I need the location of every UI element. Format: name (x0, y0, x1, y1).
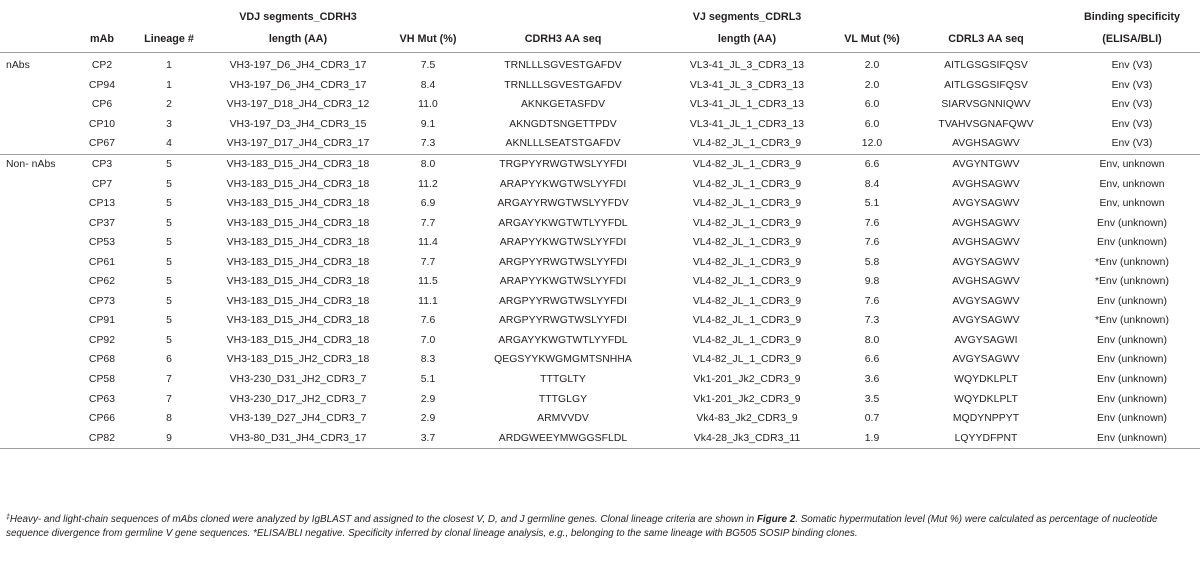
cell-lineage: 2 (166, 99, 172, 111)
cell-vdj-segment: VH3-80_D31_JH4_CDR3_17 (208, 428, 388, 448)
cell-vj-segment: VL4-82_JL_1_CDR3_9 (692, 217, 802, 229)
cell-lineage: 5 (166, 198, 172, 210)
cell-lineage: 5 (166, 237, 172, 249)
cell-cdrh3-seq: TRNLLLSGVESTGAFDV (504, 60, 622, 72)
cell-vj-segment: VL4-82_JL_1_CDR3_9 (692, 315, 802, 327)
cell-lineage: 6 (166, 354, 172, 366)
cell-cdrh3-seq: ARDGWEEYMWGGSFLDL (468, 428, 658, 448)
cell-vh-mut: 8.3 (420, 354, 436, 366)
cell-vl-mut: 5.1 (864, 198, 880, 210)
table-row (0, 233, 1200, 253)
cell-cdrl3-seq: AITLGSGSIFQSV (944, 60, 1028, 72)
cell-vj-segment: VL4-82_JL_1_CDR3_9 (692, 334, 802, 346)
cell-lineage: 9 (130, 428, 208, 448)
cell-vj-segment: VL3-41_JL_1_CDR3_13 (689, 99, 805, 111)
cell-vj-segment: VL4-82_JL_1_CDR3_9 (692, 237, 802, 249)
cell-vdj-segment: VH3-183_D15_JH4_CDR3_18 (208, 154, 388, 174)
header-vj-line2: length (AA) (658, 28, 836, 53)
cell-cdrh3-seq: ARAPYYKWGTWSLYYFDI (499, 276, 627, 288)
cell-vj-segment: Vk4-83_Jk2_CDR3_9 (696, 413, 798, 425)
cell-lineage: 5 (166, 334, 172, 346)
cell-vj-segment: VL4-82_JL_1_CDR3_9 (692, 256, 802, 268)
cell-binding: *Env (unknown) (1094, 276, 1170, 288)
cell-vj-segment: Vk1-201_Jk2_CDR3_9 (693, 374, 801, 386)
cell-mab: CP82 (74, 428, 130, 448)
footnote-text-part2: . Somatic hypermutation level (Mut %) were calculated as percentage of nucleotide sequence divergence from germline V gene sequences. *ELISA/BLI negative. Specificity inferred by clonal lineage analysis, e.g., belonging to the same lineage with BG505 SOSIP binding clones. (6, 514, 1158, 540)
cell-vj-segment: VL3-41_JL_3_CDR3_13 (689, 60, 805, 72)
cell-vj-segment: VL3-41_JL_1_CDR3_13 (689, 118, 805, 130)
cell-vl-mut: 6.6 (836, 154, 908, 174)
cell-vh-mut: 7.0 (420, 334, 436, 346)
cell-mab: CP91 (88, 315, 116, 327)
cell-binding: Env (V3) (1111, 138, 1153, 150)
cell-group (0, 252, 74, 272)
cell-vl-mut: 12.0 (861, 138, 883, 150)
cell-vdj-segment: VH3-183_D15_JH4_CDR3_18 (226, 198, 370, 210)
cell-mab: CP62 (88, 276, 116, 288)
header-vhmut-spacer (388, 6, 468, 28)
table-row (0, 350, 1200, 370)
cell-mab: CP7 (91, 178, 113, 190)
cell-vh-mut: 9.1 (420, 118, 436, 130)
cell-cdrl3-seq: MQDYNPPYT (952, 413, 1020, 425)
cell-cdrl3-seq: AVGHSAGWV (952, 276, 1020, 288)
cell-vdj-segment: VH3-183_D15_JH2_CDR3_18 (226, 354, 370, 366)
cell-cdrl3-seq: AVGHSAGWV (952, 217, 1020, 229)
cell-vdj-segment: VH3-197_D17_JH4_CDR3_17 (226, 138, 370, 150)
cell-group (0, 272, 74, 292)
cell-cdrh3-seq: TRGPYYRWGTWSLYYFDI (468, 154, 658, 174)
cell-vdj-segment: VH3-183_D15_JH4_CDR3_18 (226, 237, 370, 249)
cell-cdrl3-seq: SIARVSGNNIQWV (941, 99, 1031, 111)
cell-vh-mut: 7.3 (420, 138, 436, 150)
cell-lineage: 7 (166, 374, 172, 386)
cell-lineage: 7 (166, 393, 172, 405)
cell-vdj-segment: VH3-183_D15_JH4_CDR3_18 (226, 256, 370, 268)
cell-binding: *Env (unknown) (1094, 315, 1170, 327)
cell-cdrh3-seq: AKNKGETASFDV (520, 99, 606, 111)
cell-binding: Env (unknown) (1097, 217, 1167, 229)
table-row (0, 252, 1200, 272)
cell-cdrh3-seq: AKNGDTSNGETTPDV (509, 118, 617, 130)
cell-vl-mut: 6.0 (864, 118, 880, 130)
table-row (0, 154, 1200, 174)
cell-group (0, 370, 74, 390)
table-row (0, 53, 1200, 76)
cell-lineage: 5 (166, 276, 172, 288)
cell-cdrh3-seq: ARMVVDV (537, 413, 589, 425)
cell-vdj-segment: VH3-230_D31_JH2_CDR3_7 (229, 374, 367, 386)
cell-cdrh3-seq: TRNLLLSGVESTGAFDV (504, 79, 622, 91)
cell-group: nAbs (6, 60, 30, 72)
table-row (0, 272, 1200, 292)
header-mab-spacer (74, 6, 130, 28)
cell-cdrl3-seq: AVGYSAGWV (952, 295, 1020, 307)
cell-vdj-segment: VH3-139_D27_JH4_CDR3_7 (229, 413, 367, 425)
cell-mab: CP67 (88, 138, 116, 150)
cell-vl-mut: 6.0 (864, 99, 880, 111)
cell-lineage: 1 (166, 60, 172, 72)
header-lineage: Lineage # (130, 28, 208, 53)
cell-vj-segment: VL4-82_JL_1_CDR3_9 (692, 178, 802, 190)
cell-binding: Env (unknown) (1097, 237, 1167, 249)
cell-vl-mut: 8.4 (864, 178, 880, 190)
cell-cdrl3-seq: AVGHSAGWV (952, 178, 1020, 190)
cell-binding: Env (unknown) (1097, 393, 1167, 405)
cell-binding: Env, unknown (1099, 198, 1165, 210)
cell-cdrh3-seq: TTTGLTY (540, 374, 586, 386)
cell-cdrl3-seq: AVGYSAGWV (952, 315, 1020, 327)
cell-vh-mut: 11.4 (418, 237, 438, 249)
cell-cdrl3-seq: AVGYSAGWV (952, 198, 1020, 210)
cell-mab: CP92 (88, 334, 116, 346)
cell-vj-segment: VL4-82_JL_1_CDR3_9 (692, 295, 802, 307)
cell-binding: Env (V3) (1111, 79, 1153, 91)
header-vlmut-spacer (836, 6, 908, 28)
cell-cdrl3-seq: LQYYDFPNT (908, 428, 1064, 448)
cell-vdj-segment: VH3-183_D15_JH4_CDR3_18 (226, 276, 370, 288)
table-row (0, 194, 1200, 214)
footnote-text-part1: Heavy- and light-chain sequences of mAbs cloned were analyzed by IgBLAST and assigned to the closest V, D, and J germline genes. Clonal lineage criteria are shown in (9, 514, 757, 525)
cell-mab: CP73 (88, 295, 116, 307)
cell-cdrl3-seq: WQYDKLPLT (954, 374, 1018, 386)
header-vdj-line2: length (AA) (208, 28, 388, 53)
cell-vh-mut: 2.9 (420, 393, 436, 405)
cell-vj-segment: VL4-82_JL_1_CDR3_9 (658, 154, 836, 174)
cell-vdj-segment: VH3-183_D15_JH4_CDR3_18 (226, 334, 370, 346)
cell-cdrl3-seq: AVGHSAGWV (952, 237, 1020, 249)
cell-vj-segment: VL3-41_JL_3_CDR3_13 (689, 79, 805, 91)
header-group (0, 6, 74, 28)
cell-vj-segment: Vk1-201_Jk2_CDR3_9 (693, 393, 801, 405)
cell-lineage: 8 (166, 413, 172, 425)
cell-mab: CP37 (88, 217, 116, 229)
header-binding-line2: (ELISA/BLI) (1064, 28, 1200, 53)
cell-mab: CP3 (74, 154, 130, 174)
cell-cdrh3-seq: ARGAYYKWGTWTLYYFDL (498, 334, 628, 346)
cell-vh-mut: 6.9 (420, 198, 436, 210)
cell-group (0, 331, 74, 351)
cell-vl-mut: 7.6 (864, 217, 880, 229)
cell-vl-mut: 7.6 (864, 237, 880, 249)
cell-cdrh3-seq: TTTGLGY (538, 393, 588, 405)
cell-cdrl3-seq: AVGYSAGWV (952, 256, 1020, 268)
cell-cdrl3-seq: AVGYSAGWV (952, 354, 1020, 366)
cell-vh-mut: 11.5 (418, 276, 438, 288)
cell-binding: Env (unknown) (1097, 295, 1167, 307)
cell-vl-mut: 7.3 (864, 315, 880, 327)
header-binding-line1: Binding specificity (1084, 11, 1180, 23)
cell-binding: Env (V3) (1111, 99, 1153, 111)
cell-binding: Env (unknown) (1097, 413, 1167, 425)
cell-group (0, 428, 74, 448)
table-row (0, 115, 1200, 135)
cell-vdj-segment: VH3-183_D15_JH4_CDR3_18 (226, 178, 370, 190)
cell-group (0, 213, 74, 233)
antibody-table (0, 6, 1200, 449)
cell-vl-mut: 2.0 (864, 60, 880, 72)
header-vh-mut: VH Mut (%) (388, 28, 468, 53)
cell-vdj-segment: VH3-183_D15_JH4_CDR3_18 (226, 315, 370, 327)
header-cdrh3-spacer (468, 6, 658, 28)
cell-vh-mut: 2.9 (420, 413, 436, 425)
table-row (0, 331, 1200, 351)
header-cdrh3: CDRH3 AA seq (468, 28, 658, 53)
cell-group (0, 350, 74, 370)
header-row-bottom (0, 28, 1200, 53)
cell-vh-mut: 7.7 (420, 256, 436, 268)
cell-lineage: 5 (166, 295, 172, 307)
cell-mab: CP94 (88, 79, 116, 91)
cell-vh-mut: 11.2 (418, 178, 438, 190)
cell-mab: CP63 (88, 393, 116, 405)
cell-binding: Env (V3) (1111, 118, 1153, 130)
cell-vj-segment: VL4-82_JL_1_CDR3_9 (692, 198, 802, 210)
header-cdrl3: CDRL3 AA seq (908, 28, 1064, 53)
cell-group (0, 311, 74, 331)
cell-vj-segment: VL4-82_JL_1_CDR3_9 (692, 354, 802, 366)
cell-cdrl3-seq: AVGYSAGWI (954, 334, 1018, 346)
cell-group: Non- nAbs (0, 154, 74, 174)
cell-group (0, 389, 74, 409)
cell-binding: Env (unknown) (1064, 428, 1200, 448)
cell-vj-segment: Vk4-28_Jk3_CDR3_11 (658, 428, 836, 448)
cell-vh-mut: 7.7 (420, 217, 436, 229)
cell-group (0, 194, 74, 214)
cell-cdrl3-seq: WQYDKLPLT (954, 393, 1018, 405)
table-header (0, 6, 1200, 53)
cell-lineage: 5 (166, 178, 172, 190)
cell-binding: Env (unknown) (1097, 354, 1167, 366)
cell-cdrh3-seq: ARGPYYRWGTWSLYYFDI (498, 256, 628, 268)
cell-mab: CP61 (88, 256, 116, 268)
cell-cdrh3-seq: AKNLLLSEATSTGAFDV (505, 138, 621, 150)
cell-cdrh3-seq: ARAPYYKWGTWSLYYFDI (499, 237, 627, 249)
cell-vj-segment: VL4-82_JL_1_CDR3_9 (692, 138, 802, 150)
cell-group (0, 115, 74, 135)
footnote-figure-ref[interactable]: Figure 2 (756, 514, 796, 525)
cell-mab: CP10 (88, 118, 116, 130)
cell-vl-mut: 8.0 (864, 334, 880, 346)
cell-vl-mut: 1.9 (836, 428, 908, 448)
table-row (0, 409, 1200, 429)
header-group-spacer (0, 28, 74, 53)
cell-mab: CP6 (91, 99, 113, 111)
table-row (0, 370, 1200, 390)
cell-vdj-segment: VH3-197_D6_JH4_CDR3_17 (229, 60, 367, 72)
cell-cdrl3-seq: TVAHVSGNAFQWV (938, 118, 1034, 130)
table-row (0, 134, 1200, 154)
cell-lineage: 5 (166, 256, 172, 268)
cell-group (0, 134, 74, 154)
cell-vdj-segment: VH3-183_D15_JH4_CDR3_18 (226, 295, 370, 307)
cell-group (0, 174, 74, 194)
cell-binding: Env, unknown (1064, 154, 1200, 174)
cell-vl-mut: 2.0 (864, 79, 880, 91)
table-row (0, 292, 1200, 312)
cell-cdrh3-seq: ARAPYYKWGTWSLYYFDI (499, 178, 627, 190)
cell-vdj-segment: VH3-197_D6_JH4_CDR3_17 (229, 79, 367, 91)
cell-vl-mut: 3.6 (864, 374, 880, 386)
header-vl-mut: VL Mut (%) (836, 28, 908, 53)
cell-cdrl3-seq: AVGYNTGWV (908, 154, 1064, 174)
cell-vl-mut: 6.6 (864, 354, 880, 366)
cell-vh-mut: 8.0 (388, 154, 468, 174)
cell-mab: CP66 (88, 413, 116, 425)
table-row (0, 213, 1200, 233)
header-vj-line1: VJ segments_CDRL3 (692, 11, 802, 23)
cell-cdrl3-seq: AITLGSGSIFQSV (944, 79, 1028, 91)
cell-cdrh3-seq: ARGAYYRWGTWSLYYFDV (497, 198, 629, 210)
cell-cdrh3-seq: ARGAYYKWGTWTLYYFDL (498, 217, 628, 229)
cell-vdj-segment: VH3-183_D15_JH4_CDR3_18 (226, 217, 370, 229)
cell-vh-mut: 11.1 (418, 295, 438, 307)
cell-vl-mut: 9.8 (864, 276, 880, 288)
cell-vh-mut: 11.0 (418, 99, 438, 111)
cell-vj-segment: VL4-82_JL_1_CDR3_9 (692, 276, 802, 288)
cell-lineage: 5 (130, 154, 208, 174)
cell-group (0, 409, 74, 429)
header-mab: mAb (74, 28, 130, 53)
table-body (0, 53, 1200, 449)
cell-mab: CP2 (91, 60, 113, 72)
cell-vh-mut: 8.4 (420, 79, 436, 91)
cell-vh-mut: 5.1 (420, 374, 436, 386)
cell-lineage: 5 (166, 217, 172, 229)
header-cdrl3-spacer (908, 6, 1064, 28)
cell-cdrh3-seq: ARGPYYRWGTWSLYYFDI (498, 295, 628, 307)
header-row-top (0, 6, 1200, 28)
cell-vl-mut: 7.6 (864, 295, 880, 307)
cell-lineage: 4 (166, 138, 172, 150)
cell-vdj-segment: VH3-230_D17_JH2_CDR3_7 (229, 393, 367, 405)
cell-binding: *Env (unknown) (1094, 256, 1170, 268)
cell-binding: Env, unknown (1099, 178, 1165, 190)
cell-vl-mut: 5.8 (864, 256, 880, 268)
header-lineage-spacer (130, 6, 208, 28)
cell-vh-mut: 7.6 (420, 315, 436, 327)
table-row (0, 95, 1200, 115)
cell-cdrl3-seq: AVGHSAGWV (952, 138, 1020, 150)
cell-mab: CP13 (88, 198, 116, 210)
table-footnote (6, 511, 1191, 542)
cell-vh-mut: 7.5 (420, 60, 436, 72)
cell-vh-mut: 3.7 (388, 428, 468, 448)
table-row (0, 76, 1200, 96)
cell-binding: Env (V3) (1111, 60, 1153, 72)
cell-vdj-segment: VH3-197_D3_JH4_CDR3_15 (229, 118, 367, 130)
header-vdj-line1: VDJ segments_CDRH3 (239, 11, 357, 23)
cell-mab: CP68 (88, 354, 116, 366)
cell-group (0, 233, 74, 253)
cell-binding: Env (unknown) (1097, 374, 1167, 386)
cell-vl-mut: 3.5 (864, 393, 880, 405)
cell-lineage: 5 (166, 315, 172, 327)
cell-vdj-segment: VH3-197_D18_JH4_CDR3_12 (226, 99, 370, 111)
table-row (0, 311, 1200, 331)
cell-group (0, 95, 74, 115)
cell-cdrh3-seq: ARGPYYRWGTWSLYYFDI (498, 315, 628, 327)
cell-vl-mut: 0.7 (864, 413, 880, 425)
footnote-marker: ‡ (6, 514, 10, 521)
cell-mab: CP53 (88, 237, 116, 249)
table-row (0, 389, 1200, 409)
cell-lineage: 1 (166, 79, 172, 91)
cell-mab: CP58 (88, 374, 116, 386)
cell-group (0, 76, 74, 96)
table-row (0, 428, 1200, 448)
cell-group (0, 292, 74, 312)
table-row (0, 174, 1200, 194)
cell-lineage: 3 (166, 118, 172, 130)
cell-binding: Env (unknown) (1097, 334, 1167, 346)
cell-cdrh3-seq: QEGSYYKWGMGMTSNHHA (494, 354, 632, 366)
